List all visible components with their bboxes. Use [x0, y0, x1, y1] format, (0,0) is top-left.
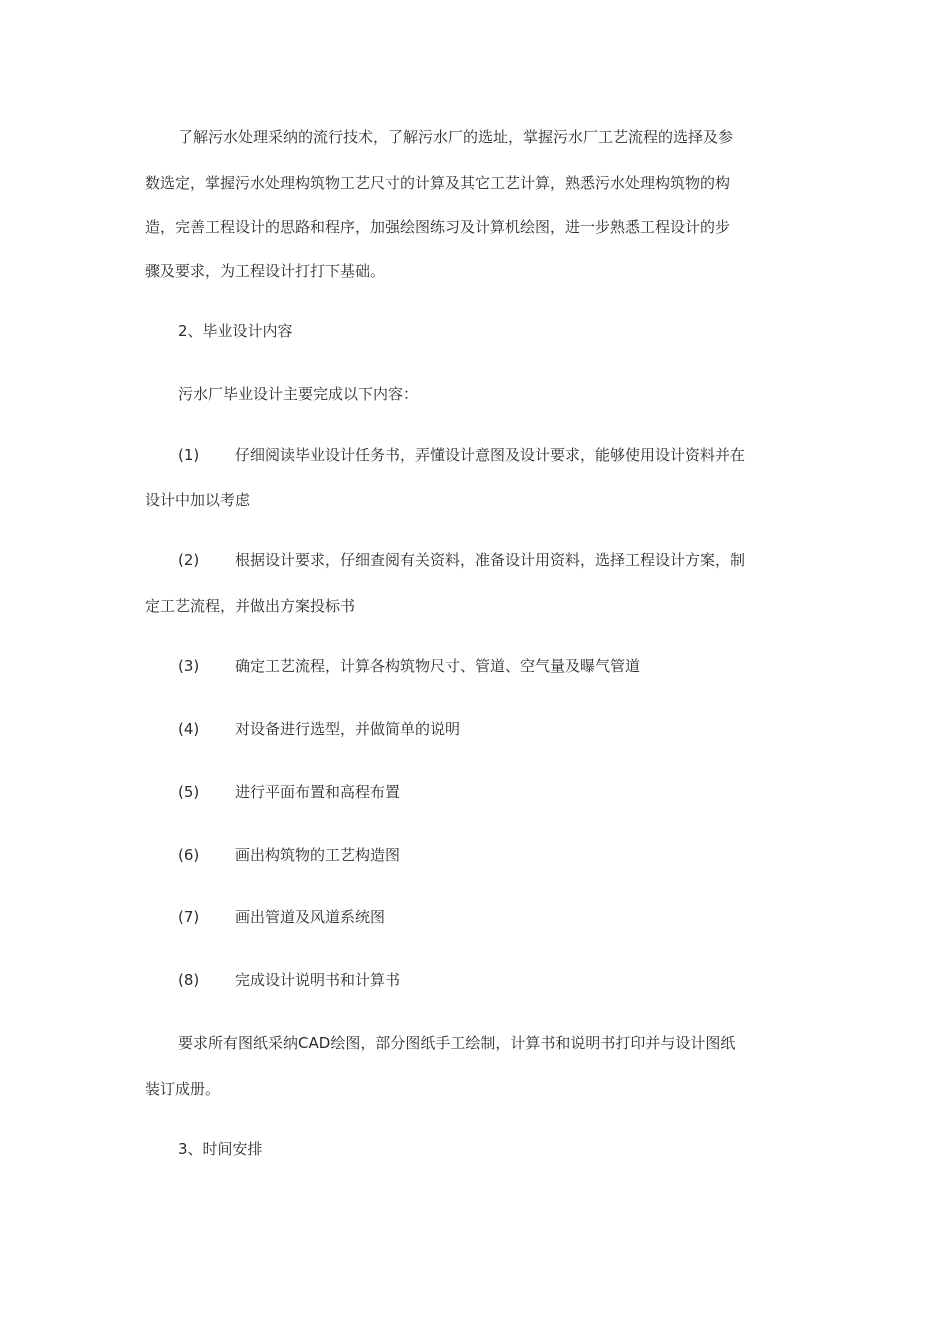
intro-line-2: 数选定，掌握污水处理构筑物工艺尺寸的计算及其它工艺计算，熟悉污水处理构筑物的构 [145, 174, 731, 192]
list-item-text: 对设备进行选型，并做简单的说明 [235, 720, 461, 738]
requirement-text-b: 绘图，部分图纸手工绘制，计算书和说明书打印并与设计图纸 [330, 1034, 736, 1052]
requirement-cad: CAD [298, 1034, 331, 1052]
section-2-number: 2 [178, 322, 188, 340]
intro-line-4: 骤及要求，为工程设计打打下基础。 [145, 262, 386, 280]
list-item-number: (3) [178, 657, 200, 675]
section-3-title: 、时间安排 [187, 1140, 263, 1158]
list-item-text: 画出管道及风道系统图 [235, 908, 386, 926]
section-2-title: 、毕业设计内容 [187, 322, 293, 340]
list-item-number: (2) [178, 551, 200, 569]
requirement-text-a: 要求所有图纸采纳 [178, 1034, 299, 1052]
intro-line-1: 了解污水处理采纳的流行技术，了解污水厂的选址，掌握污水厂工艺流程的选择及参 [178, 128, 734, 146]
requirement-line-2: 装订成册。 [145, 1080, 221, 1098]
lead-sentence: 污水厂毕业设计主要完成以下内容： [178, 385, 419, 403]
intro-line-3: 造，完善工程设计的思路和程序，加强绘图练习及计算机绘图，进一步熟悉工程设计的步 [145, 218, 731, 236]
list-item-text: 画出构筑物的工艺构造图 [235, 846, 401, 864]
list-item-number: (1) [178, 446, 200, 464]
list-item-text: 进行平面布置和高程布置 [235, 783, 401, 801]
list-item-number: (6) [178, 846, 200, 864]
section-3-heading [178, 1139, 263, 1159]
section-2-heading [178, 321, 293, 341]
list-item-number: (5) [178, 783, 200, 801]
list-item-text: 根据设计要求，仔细查阅有关资料，准备设计用资料，选择工程设计方案，制 [235, 551, 746, 569]
list-item-text-cont: 设计中加以考虑 [145, 491, 251, 509]
list-item-number: (8) [178, 971, 200, 989]
list-item-text-cont: 定工艺流程，并做出方案投标书 [145, 597, 356, 615]
list-item-text: 仔细阅读毕业设计任务书，弄懂设计意图及设计要求，能够使用设计资料并在 [235, 446, 746, 464]
list-item-number: (7) [178, 908, 200, 926]
requirement-line-1 [178, 1033, 735, 1053]
list-item-text: 确定工艺流程，计算各构筑物尺寸、管道、空气量及曝气管道 [235, 657, 641, 675]
list-item-text: 完成设计说明书和计算书 [235, 971, 401, 989]
section-3-number: 3 [178, 1140, 188, 1158]
list-item-number: (4) [178, 720, 200, 738]
